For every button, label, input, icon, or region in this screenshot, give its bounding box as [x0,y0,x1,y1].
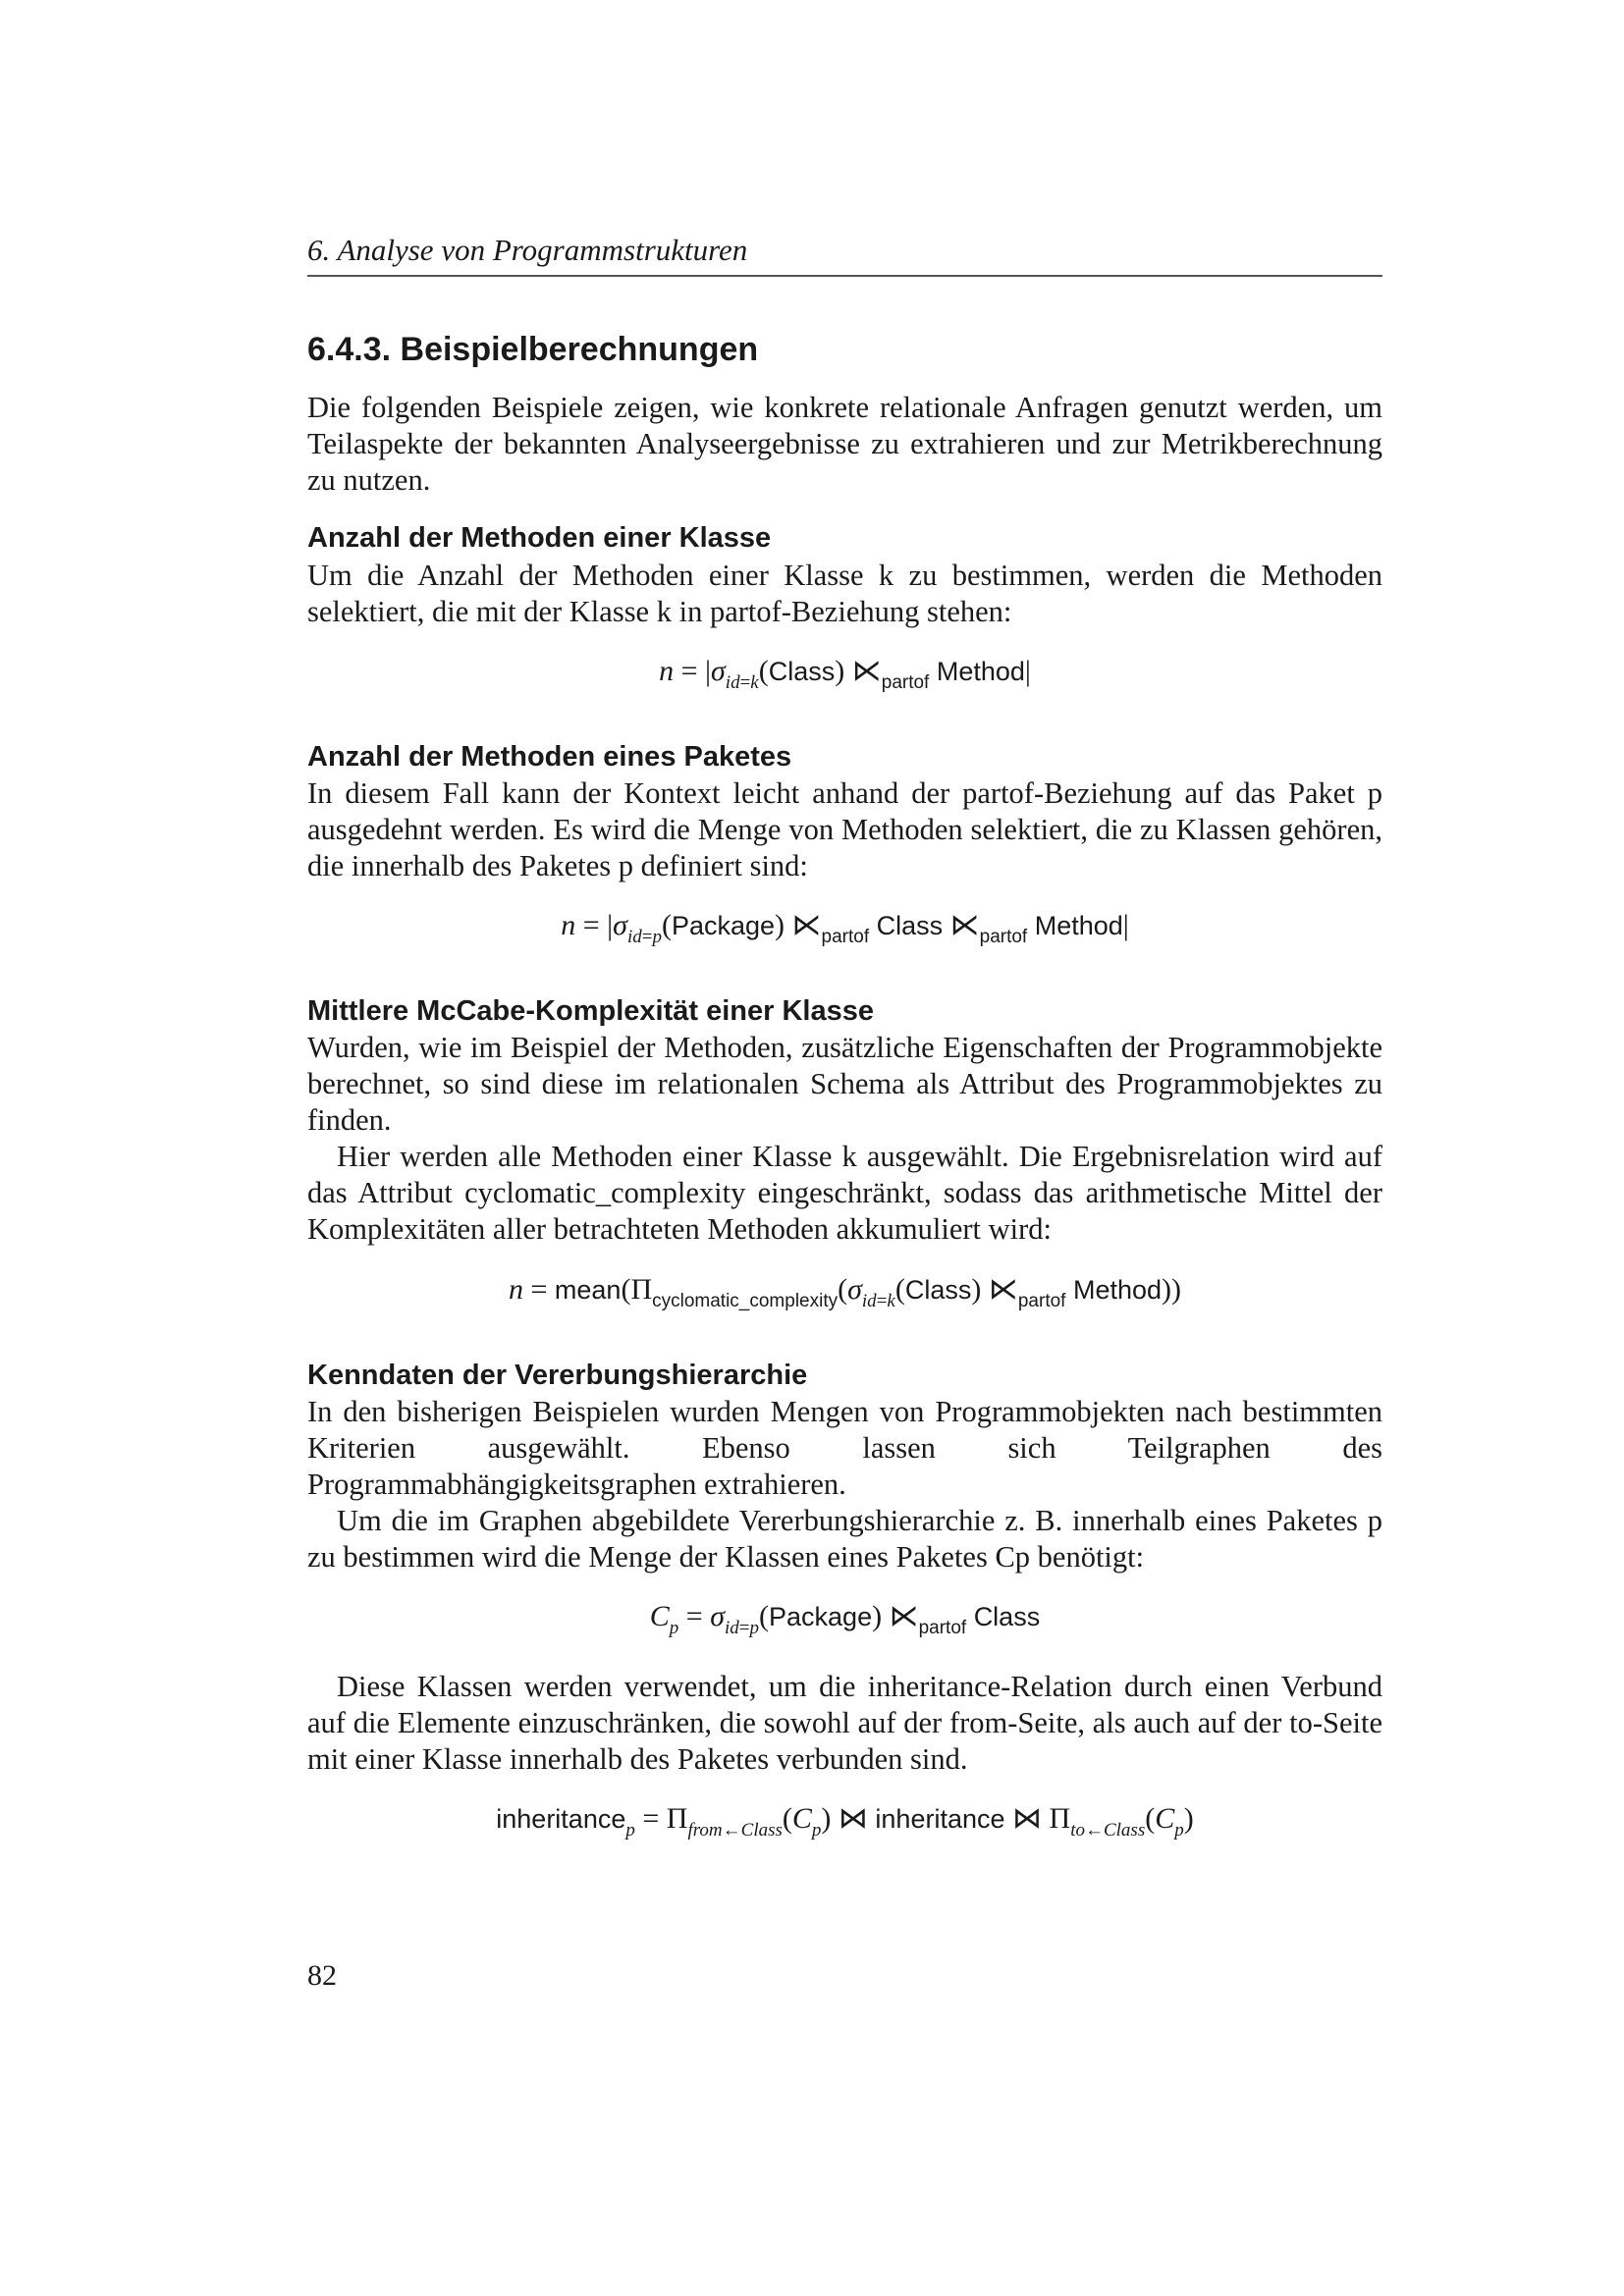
heading-inheritance-hierarchy: Kenndaten der Vererbungshierarchie [307,1360,808,1391]
paragraph-mccabe-2: Hier werden alle Methoden einer Klasse k ausgewählt. Die Ergebnisrelation wird auf das Attribut cyclomatic_complexity eingeschränkt, sodass das arithmetische Mittel der Komplexitäten aller betrachteten Methoden akkumuliert wird: [307,1140,1382,1246]
paragraph-mccabe-1: Wurden, wie im Beispiel der Methoden, zusätzliche Eigenschaften der Programmobjekte berechnet, so sind diese im relationalen Schema als Attribut des Programmobjektes zu finden. [307,1031,1382,1137]
formula-methods-of-class: $n = |\sigma_{id=k}(Class)$ $⋉_{partof}$ Method| [659,655,1031,693]
page-number: 82 [307,1959,337,1992]
formula-inheritance: inheritance$_p$ = $\Pi_{from\leftarrow Class}(C_p)$ ⋈ inheritance ⋈ $\Pi_{to\leftarrow Class}(C_p)$ [496,1802,1194,1841]
formula-package-classes: $C_p$ = $\sigma_{id=p}(Package)$ $⋉_{partof}$ Class [649,1600,1041,1638]
heading-methods-of-class: Anzahl der Methoden einer Klasse [307,522,772,554]
paragraph-inheritance-2: Um die im Graphen abgebildete Vererbungshierarchie z. B. innerhalb eines Paketes p zu bestimmen wird die Menge der Klassen eines Paketes Cp benötigt: [307,1504,1382,1574]
formula-methods-of-package: $n = |\sigma_{id=p}(Package)$ $⋉_{partof}$ Class $⋉_{partof}$ Method| [561,909,1129,947]
formula-mccabe-complexity: $n = mean(\Pi_{cyclomatic\_complexity}(\sigma_{id=k}(Class)$ $⋉_{partof}$ Method)) [508,1273,1181,1311]
section-title: 6.4.3. Beispielberechnungen [307,331,759,368]
running-head: 6. Analyse von Programmstrukturen [307,232,1382,277]
paragraph-methods-of-class: Um die Anzahl der Methoden einer Klasse k zu bestimmen, werden die Methoden selektiert, die mit der Klasse k in partof-Beziehung stehen: [307,559,1382,628]
intro-paragraph: Die folgenden Beispiele zeigen, wie konkrete relationale Anfragen genutzt werden, um Teilaspekte der bekannten Analyseergebnisse zu extrahieren und zur Metrikberechnung zu nutzen. [307,391,1382,497]
paragraph-inheritance-1: In den bisherigen Beispielen wurden Mengen von Programmobjekten nach bestimmten Kriterien ausgewählt. Ebenso lassen sich Teilgraphen des Programmabhängigkeitsgraphen extrahieren. [307,1395,1382,1501]
heading-methods-of-package: Anzahl der Methoden eines Paketes [307,741,792,773]
heading-mccabe-complexity: Mittlere McCabe-Komplexität einer Klasse [307,995,874,1027]
paragraph-methods-of-package: In diesem Fall kann der Kontext leicht anhand der partof-Beziehung auf das Paket p ausgedehnt werden. Es wird die Menge von Methoden selektiert, die zu Klassen gehören, die innerhalb des Paketes p definiert sind: [307,776,1382,882]
paragraph-inheritance-3: Diese Klassen werden verwendet, um die inheritance-Relation durch einen Verbund auf die Elemente einzuschränken, die sowohl auf der from-Seite, als auch auf der to-Seite mit einer Klasse innerhalb des Paketes verbunden sind. [307,1670,1382,1776]
